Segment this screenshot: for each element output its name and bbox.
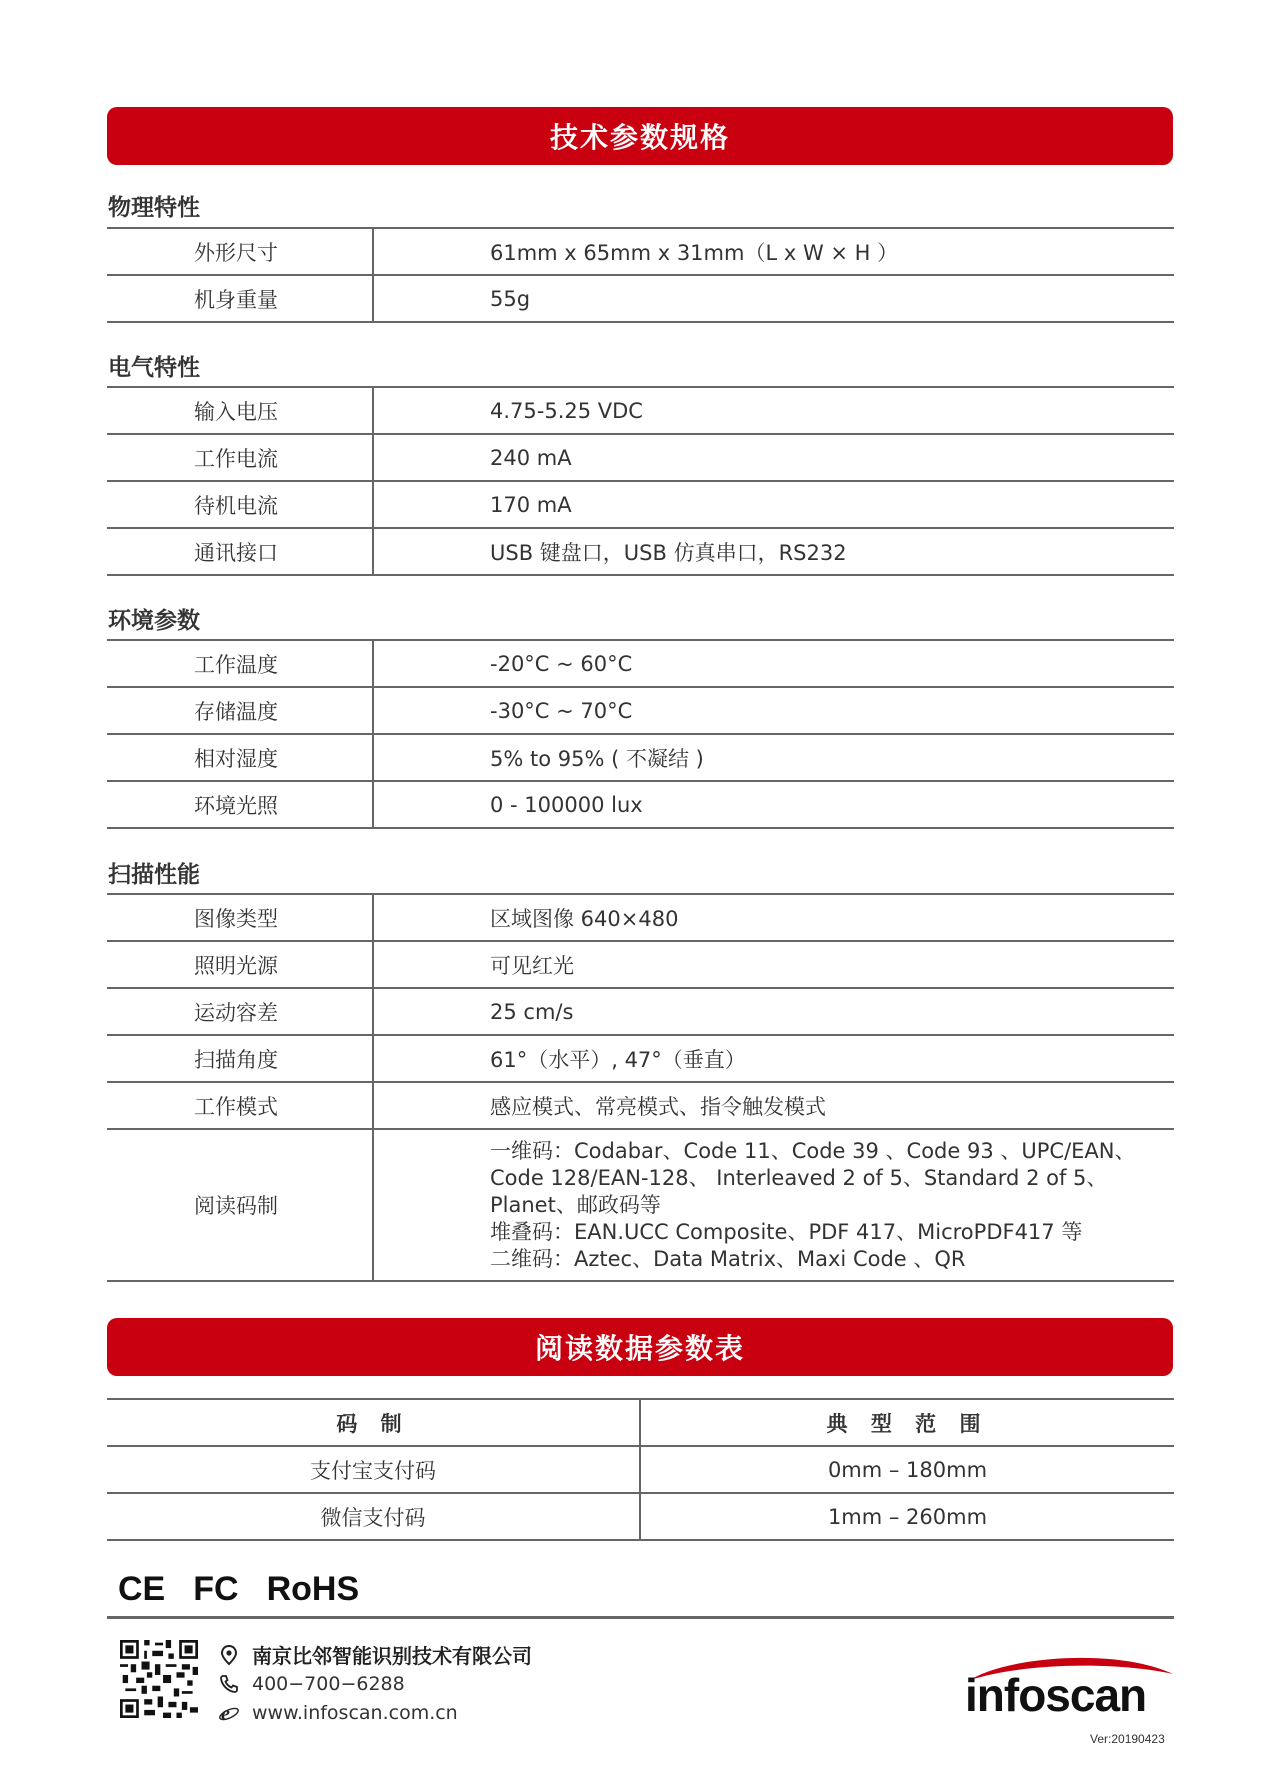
column-header: 码 制 bbox=[107, 1400, 641, 1445]
spec-key: 扫描角度 bbox=[107, 1036, 374, 1081]
section-title-environment: 环境参数 bbox=[108, 608, 200, 634]
website-line bbox=[218, 1698, 532, 1727]
spec-table-electrical bbox=[107, 386, 1174, 576]
spec-key: 工作模式 bbox=[107, 1083, 374, 1128]
spec-key: 输入电压 bbox=[107, 388, 374, 433]
table-header-row bbox=[107, 1400, 1174, 1447]
spec-row bbox=[107, 641, 1174, 688]
certification-marks bbox=[118, 1570, 359, 1609]
spec-value: 61mm x 65mm x 31mm（L x W × H ） bbox=[490, 240, 899, 265]
spec-row bbox=[107, 435, 1174, 482]
spec-value: 区域图像 640×480 bbox=[490, 906, 679, 931]
spec-key: 通讯接口 bbox=[107, 529, 374, 574]
symbology-line: Code 128/EAN-128、 Interleaved 2 of 5、Standard 2 of 5、 bbox=[490, 1165, 1108, 1190]
location-pin-icon bbox=[218, 1644, 240, 1666]
table-cell: 微信支付码 bbox=[107, 1494, 641, 1539]
company-name: 南京比邻智能识别技术有限公司 bbox=[252, 1644, 532, 1668]
spec-table-environment bbox=[107, 639, 1174, 829]
spec-row bbox=[107, 942, 1174, 989]
spec-row-symbologies bbox=[107, 1130, 1174, 1282]
column-header: 典 型 范 围 bbox=[826, 1411, 989, 1436]
spec-key: 工作电流 bbox=[107, 435, 374, 480]
spec-row bbox=[107, 388, 1174, 435]
section-title-electrical: 电气特性 bbox=[108, 355, 200, 381]
spec-key: 阅读码制 bbox=[107, 1130, 374, 1280]
spec-row bbox=[107, 895, 1174, 942]
spec-row bbox=[107, 276, 1174, 323]
brand-logo: infoscan bbox=[965, 1669, 1147, 1721]
spec-row bbox=[107, 782, 1174, 829]
section-title-physical: 物理特性 bbox=[108, 195, 200, 221]
spec-row bbox=[107, 989, 1174, 1036]
specs-banner: 技术参数规格 bbox=[107, 107, 1173, 165]
spec-value: -30°C ~ 70°C bbox=[490, 698, 633, 723]
spec-key: 环境光照 bbox=[107, 782, 374, 827]
spec-value: 0 - 100000 lux bbox=[490, 792, 643, 817]
company-line bbox=[218, 1640, 532, 1669]
spec-row bbox=[107, 229, 1174, 276]
symbology-line: 二维码：Aztec、Data Matrix、Maxi Code 、QR bbox=[490, 1246, 966, 1271]
section-title-scan: 扫描性能 bbox=[108, 862, 200, 888]
spec-key: 照明光源 bbox=[107, 942, 374, 987]
spec-value: 61°（水平）, 47°（垂直） bbox=[490, 1047, 746, 1072]
spec-value: 25 cm/s bbox=[490, 999, 574, 1024]
phone-icon bbox=[218, 1673, 240, 1695]
spec-key: 相对湿度 bbox=[107, 735, 374, 780]
spec-row bbox=[107, 735, 1174, 782]
table-row bbox=[107, 1447, 1174, 1494]
spec-row bbox=[107, 688, 1174, 735]
symbology-line: Planet、邮政码等 bbox=[490, 1192, 661, 1217]
footer-divider bbox=[107, 1616, 1174, 1619]
spec-table-physical bbox=[107, 227, 1174, 323]
spec-value: 感应模式、常亮模式、指令触发模式 bbox=[490, 1094, 826, 1119]
spec-key: 运动容差 bbox=[107, 989, 374, 1034]
qr-code-icon bbox=[120, 1640, 198, 1718]
phone-line bbox=[218, 1669, 532, 1698]
spec-row bbox=[107, 1083, 1174, 1130]
contact-info bbox=[218, 1640, 532, 1727]
table-cell: 0mm – 180mm bbox=[827, 1457, 988, 1482]
spec-value: 240 mA bbox=[490, 445, 572, 470]
spec-value: USB 键盘口，USB 仿真串口，RS232 bbox=[490, 540, 847, 565]
spec-table-scan bbox=[107, 893, 1174, 1282]
spec-value: 170 mA bbox=[490, 492, 572, 517]
spec-value: 可见红光 bbox=[490, 953, 574, 978]
symbology-line: 一维码：Codabar、Code 11、Code 39 、Code 93 、UPC/EAN、 bbox=[490, 1138, 1136, 1163]
spec-key: 机身重量 bbox=[107, 276, 374, 321]
spec-value: 4.75-5.25 VDC bbox=[490, 398, 643, 423]
spec-key: 图像类型 bbox=[107, 895, 374, 940]
phone-number[interactable]: 400−700−6288 bbox=[252, 1672, 405, 1695]
table-cell: 1mm – 260mm bbox=[827, 1504, 988, 1529]
spec-value: 55g bbox=[490, 286, 531, 311]
spec-key: 存储温度 bbox=[107, 688, 374, 733]
spec-row bbox=[107, 482, 1174, 529]
symbology-line: 堆叠码：EAN.UCC Composite、PDF 417、MicroPDF417 等 bbox=[490, 1219, 1083, 1244]
spec-key: 工作温度 bbox=[107, 641, 374, 686]
spec-value: 5% to 95% ( 不凝结 ) bbox=[490, 746, 704, 771]
rohs-mark: RoHS bbox=[266, 1570, 360, 1608]
table-row bbox=[107, 1494, 1174, 1541]
spec-value-symbologies bbox=[374, 1130, 1174, 1280]
ce-mark: CE bbox=[118, 1570, 166, 1608]
version-label: Ver:20190423 bbox=[1090, 1732, 1165, 1746]
spec-row bbox=[107, 1036, 1174, 1083]
internet-explorer-icon bbox=[218, 1702, 240, 1724]
read-data-table bbox=[107, 1398, 1174, 1541]
website-link[interactable]: www.infoscan.com.cn bbox=[252, 1701, 458, 1724]
read-banner: 阅读数据参数表 bbox=[107, 1318, 1173, 1376]
svg-text:e: e bbox=[221, 1702, 230, 1724]
spec-key: 外形尺寸 bbox=[107, 229, 374, 274]
fcc-mark: FC bbox=[193, 1570, 239, 1608]
spec-key: 待机电流 bbox=[107, 482, 374, 527]
table-cell: 支付宝支付码 bbox=[107, 1447, 641, 1492]
spec-row bbox=[107, 529, 1174, 576]
spec-value: -20°C ~ 60°C bbox=[490, 651, 633, 676]
